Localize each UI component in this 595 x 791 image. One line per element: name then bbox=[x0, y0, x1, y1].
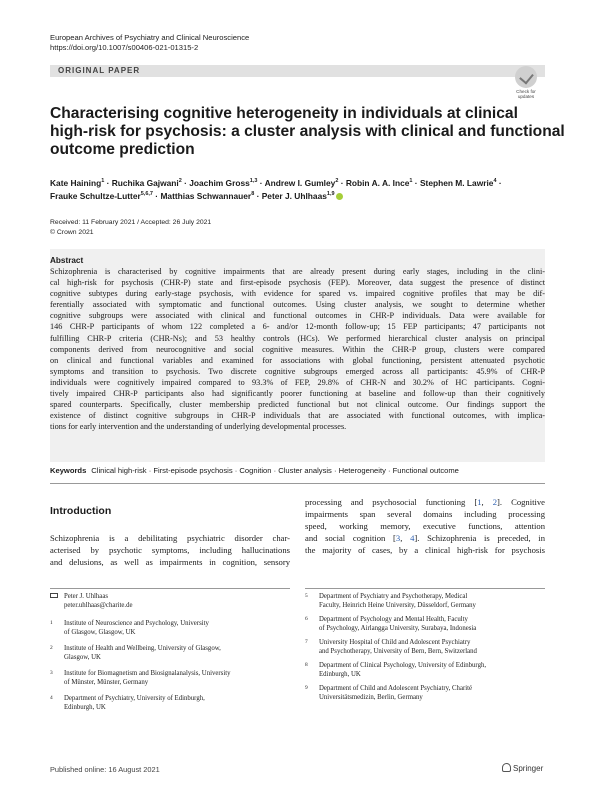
author-name[interactable]: Robin A. A. Ince bbox=[345, 177, 410, 188]
affiliation-number: 5 bbox=[305, 593, 308, 599]
intro-line: speed, working memory, executive functions, attention bbox=[305, 521, 545, 531]
abstract-line: symptoms and transition to psychosis. Two discrete cognitive subgroups emerged across all participants: 45.9% of CHR-P bbox=[50, 366, 545, 376]
affiliation-line: Universitätsmedizin, Berlin, Germany bbox=[319, 693, 423, 701]
check-updates-icon bbox=[515, 66, 537, 88]
footnote-divider bbox=[305, 588, 545, 589]
author-affiliation-sup: 2 bbox=[335, 178, 339, 184]
affiliation-text bbox=[64, 670, 231, 688]
abstract-line: 146 CHR-P participants of whom 122 completed a 6- and/or 12-month follow-up; 15 FEP participants; 47 participants not bbox=[50, 322, 545, 332]
affiliation-line: and Psychotherapy, University of Bern, Bern, Switzerland bbox=[319, 647, 477, 655]
affiliation-line: Institute of Neuroscience and Psychology, University bbox=[64, 620, 209, 627]
intro-left-column bbox=[50, 532, 290, 568]
doi-link[interactable]: https://doi.org/10.1007/s00406-021-01315-2 bbox=[50, 43, 199, 52]
affiliation-text bbox=[319, 616, 476, 634]
affiliation-item bbox=[50, 645, 290, 665]
affiliation-item bbox=[50, 670, 290, 690]
intro-line: and delusions, as well as impairments in cognition, sensory bbox=[50, 557, 290, 567]
intro-line bbox=[305, 532, 545, 544]
footnote-divider bbox=[50, 588, 290, 589]
affiliation-number: 2 bbox=[50, 645, 53, 651]
section-band bbox=[50, 65, 545, 77]
affiliation-line: of Münster, Münster, Germany bbox=[64, 678, 149, 686]
envelope-icon[interactable] bbox=[50, 593, 58, 598]
intro-text: and social cognition [ bbox=[305, 533, 396, 543]
author-separator: · bbox=[496, 177, 502, 188]
author-separator: · bbox=[412, 177, 420, 188]
keywords-label: Keywords bbox=[50, 466, 87, 475]
abstract-line: cognitive subtypes during early-stage psychosis, with evidence for spared vs. impaired cognitive profiles that may be dif- bbox=[50, 289, 545, 299]
affiliation-item bbox=[305, 616, 545, 636]
title-line: Characterising cognitive heterogeneity in individuals at clinical bbox=[50, 105, 518, 122]
abstract-line: tions for early intervention and the understanding of underlying developmental processes. bbox=[50, 422, 347, 432]
author-affiliation-sup: 4 bbox=[493, 178, 497, 184]
abstract-line: components derived from neurocognitive and social cognitive measures. Within the CHR-P group, clusters were compared bbox=[50, 344, 545, 354]
affiliation-line: Peter J. Uhlhaas bbox=[64, 593, 108, 600]
affiliation-line: Edinburgh, UK bbox=[319, 670, 361, 678]
introduction-heading: Introduction bbox=[50, 505, 112, 517]
affiliation-text bbox=[64, 593, 133, 611]
affiliation-item bbox=[305, 593, 545, 613]
affiliation-item bbox=[50, 593, 290, 613]
affiliation-line: of Psychology, Airlangga University, Surabaya, Indonesia bbox=[319, 624, 477, 632]
journal-name: European Archives of Psychiatry and Clinical Neuroscience bbox=[50, 33, 250, 42]
received-accepted: Received: 11 February 2021 / Accepted: 26 July 2021 bbox=[50, 219, 212, 226]
intro-right-column bbox=[305, 496, 545, 556]
keywords bbox=[50, 466, 459, 475]
author-separator: · bbox=[104, 177, 112, 188]
abstract-heading: Abstract bbox=[50, 256, 84, 265]
affiliation-line: University Hospital of Child and Adolescent Psychiatry bbox=[319, 639, 471, 646]
springer-horse-icon bbox=[502, 763, 511, 772]
keywords-text: Clinical high-risk · First-episode psychosis · Cognition · Cluster analysis · Heterogeneity · Functional outcome bbox=[91, 466, 459, 475]
intro-line: the majority of cases, by a clinical high-risk for psychosis bbox=[305, 545, 545, 555]
copyright: © Crown 2021 bbox=[50, 228, 94, 236]
abstract-line: cognitive subgroups were associated with clinical and functional outcomes in CHR-P individuals. Data were available for bbox=[50, 311, 545, 321]
affiliation-number: 6 bbox=[305, 616, 308, 622]
author-affiliation-sup: 1,3 bbox=[249, 178, 258, 184]
affiliation-line: of Glasgow, Glasgow, UK bbox=[64, 628, 136, 636]
affiliations-right bbox=[305, 593, 545, 743]
check-for-updates-badge[interactable] bbox=[513, 66, 539, 100]
check-updates-line1: Check for bbox=[516, 89, 536, 94]
affiliation-line: Department of Clinical Psychology, University of Edinburgh, bbox=[319, 662, 487, 669]
orcid-icon[interactable] bbox=[336, 193, 343, 200]
affiliation-line: Institute of Health and Wellbeing, University of Glasgow, bbox=[64, 645, 221, 652]
abstract-line: ferentially associated with symptomatic and functional outcomes. Using cluster analysis, we sought to determine whether bbox=[50, 300, 545, 310]
author-list bbox=[50, 176, 545, 203]
intro-text: ]. Schizophrenia is preceded, in bbox=[414, 533, 545, 543]
affiliation-text bbox=[319, 662, 486, 680]
author-name[interactable]: Kate Haining bbox=[50, 177, 102, 188]
author-affiliation-sup: 8 bbox=[251, 191, 255, 198]
affiliation-text bbox=[64, 695, 205, 713]
author-affiliation-sup: 1,9 bbox=[326, 191, 335, 198]
citation-separator: , bbox=[481, 497, 493, 507]
affiliation-number: 3 bbox=[50, 670, 53, 676]
citation-link[interactable]: 2 bbox=[492, 497, 498, 507]
affiliation-text bbox=[319, 685, 472, 703]
abstract-line: Schizophrenia is characterised by cognitive impairments that are already present during early stages, including in the clini- bbox=[50, 267, 545, 276]
affiliation-number: 1 bbox=[50, 620, 53, 626]
author-affiliation-sup: 1 bbox=[101, 178, 105, 184]
citation-link[interactable]: 1 bbox=[477, 497, 482, 507]
affiliation-line: Department of Psychology and Mental Health, Faculty bbox=[319, 616, 468, 623]
publisher-logo bbox=[502, 763, 543, 773]
publisher-name: Springer bbox=[513, 764, 544, 773]
divider bbox=[50, 483, 545, 484]
abstract-line: on clinical and functional variables and examined for associations with global functioning, persistent attenuated psychotic bbox=[50, 355, 545, 365]
intro-line bbox=[305, 496, 545, 508]
abstract-line: cal high-risk for psychosis (CHR-P) state and first-episode psychosis (FEP). Moreover, data suggest the presence of distinct bbox=[50, 278, 545, 288]
abstract-text bbox=[50, 266, 545, 432]
intro-line: acterised by psychotic symptoms, including hallucinations bbox=[50, 545, 290, 555]
check-updates-line2: updates bbox=[517, 94, 535, 100]
author-separator: · bbox=[338, 177, 346, 188]
affiliation-number: 4 bbox=[50, 695, 53, 701]
author-name[interactable]: Ruchika Gajwani bbox=[111, 177, 179, 188]
citation-separator: , bbox=[400, 533, 411, 543]
citation-link[interactable]: 4 bbox=[410, 533, 415, 543]
affiliation-line: Edinburgh, UK bbox=[64, 703, 106, 711]
published-online: Published online: 16 August 2021 bbox=[50, 765, 160, 774]
affiliations-left bbox=[50, 593, 290, 743]
affiliation-number: 7 bbox=[305, 639, 308, 645]
author-separator: · bbox=[152, 191, 161, 202]
author-name[interactable]: Frauke Schultze-Lutter bbox=[50, 191, 141, 202]
affiliation-item bbox=[50, 695, 290, 715]
affiliation-item bbox=[305, 639, 545, 659]
affiliation-line: Faculty, Heinrich Heine University, Düsseldorf, Germany bbox=[319, 601, 476, 609]
article-title bbox=[50, 105, 565, 159]
author-line bbox=[50, 189, 545, 202]
affiliation-line: Department of Psychiatry and Psychotherapy, Medical bbox=[319, 593, 468, 600]
affiliation-text bbox=[319, 593, 476, 611]
intro-line: impairments span several domains including processing bbox=[305, 509, 545, 519]
affiliation-line: Department of Child and Adolescent Psychiatry, Charité bbox=[319, 685, 473, 692]
author-name[interactable]: Andrew I. Gumley bbox=[264, 177, 336, 188]
author-name[interactable]: Stephen M. Lawrie bbox=[419, 177, 494, 188]
author-affiliation-sup: 2 bbox=[178, 178, 182, 184]
author-name[interactable]: Joachim Gross bbox=[189, 177, 250, 188]
section-label: ORIGINAL PAPER bbox=[58, 66, 141, 75]
author-name[interactable]: Peter J. Uhlhaas bbox=[261, 191, 327, 202]
affiliation-item bbox=[305, 662, 545, 682]
affiliation-line: Department of Psychiatry, University of Edinburgh, bbox=[64, 695, 205, 702]
author-name[interactable]: Matthias Schwannauer bbox=[160, 191, 252, 202]
affiliation-text bbox=[64, 620, 209, 638]
affiliation-number: 9 bbox=[305, 685, 308, 691]
author-separator: · bbox=[257, 177, 265, 188]
abstract-line: spared counterparts. Specifically, cluster membership predicted functional but not clinical outcome. Our findings support the bbox=[50, 400, 545, 410]
affiliation-item bbox=[50, 620, 290, 640]
affiliation-text bbox=[319, 639, 477, 657]
author-line bbox=[50, 176, 545, 189]
abstract-line: existence of distinct cognitive subgroups in CHR-P individuals that are associated with functional outcomes, with implica- bbox=[50, 411, 545, 421]
title-line: outcome prediction bbox=[50, 141, 195, 158]
intro-text: ]. Cognitive bbox=[497, 497, 545, 507]
abstract-line: fulfilling CHR-P criteria (CHR-Ns); and 53 healthy controls (HCs). We performed hierarchical cluster analysis on principal bbox=[50, 333, 545, 343]
author-affiliation-sup: 5,6,7 bbox=[140, 191, 153, 198]
abstract-line: individuals were cognitively impaired compared to 93.3% of FEP, 29.8% of CHR-N and 30.2% of HC participants. Cogni- bbox=[50, 377, 545, 387]
citation-link[interactable]: 3 bbox=[395, 533, 401, 543]
article-dates bbox=[50, 218, 211, 237]
journal-header bbox=[50, 33, 249, 53]
affiliation-line: Glasgow, UK bbox=[64, 653, 101, 661]
affiliation-item bbox=[305, 685, 545, 705]
intro-text: processing and psychosocial functioning [ bbox=[305, 497, 478, 507]
affiliation-number: 8 bbox=[305, 662, 308, 668]
abstract-line: tively impaired CHR-P participants also had significantly poorer functioning at baseline and follow-up than their cognitively bbox=[50, 389, 545, 399]
affiliation-text bbox=[64, 645, 221, 663]
intro-line: Schizophrenia is a debilitating psychiatric disorder char- bbox=[50, 533, 290, 543]
affiliation-line: Institute for Biomagnetism and Biosignalanalysis, University bbox=[64, 670, 231, 677]
author-separator: · bbox=[181, 177, 190, 188]
author-affiliation-sup: 1 bbox=[409, 178, 413, 184]
corresponding-email[interactable]: peter.uhlhaas@charite.de bbox=[64, 601, 133, 609]
title-line: high-risk for psychosis: a cluster analysis with clinical and functional bbox=[50, 123, 565, 140]
author-separator: · bbox=[254, 191, 262, 202]
